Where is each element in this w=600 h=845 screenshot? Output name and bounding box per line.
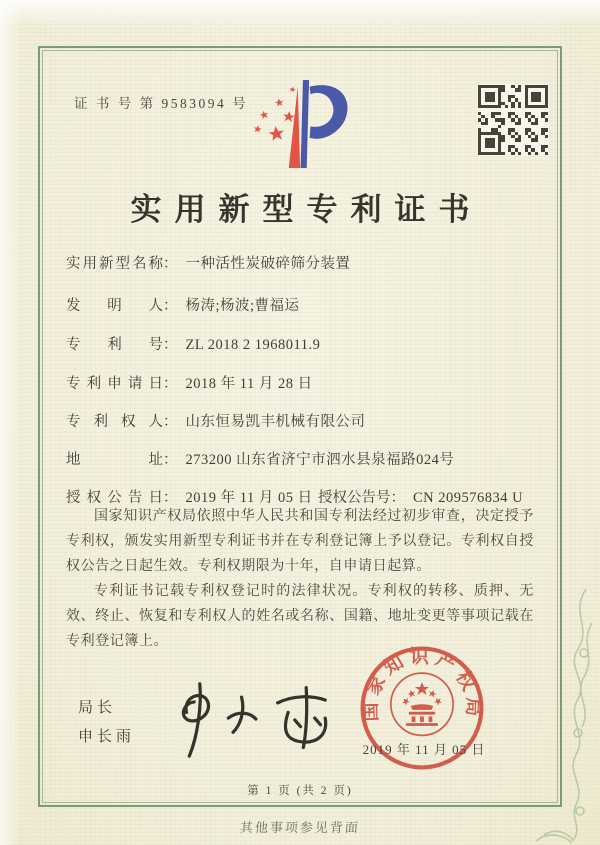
field-patent-number <box>66 333 536 354</box>
seal-date: 2019 年 11 月 05 日 <box>362 742 486 757</box>
field-colon: ： <box>390 490 405 506</box>
certificate-number: 证 书 号 第 9583094 号 <box>74 96 249 111</box>
cnipa-logo-icon <box>250 72 354 176</box>
grant-date-label: 授权公告日 <box>66 490 163 506</box>
grant-number-value: CN 209576834 U <box>413 490 524 506</box>
national-emblem-icon <box>391 673 453 735</box>
field-label: 专利申请日 <box>66 376 163 392</box>
grant-date-value: 2019 年 11 月 05 日 <box>185 490 313 506</box>
corner-ornament-icon <box>534 583 598 843</box>
field-value: 2018 年 11 月 28 日 <box>185 376 313 392</box>
certificate-title: 实用新型专利证书 <box>130 192 483 227</box>
field-colon: ： <box>163 298 178 314</box>
field-inventors <box>66 294 536 315</box>
field-label: 发明人 <box>66 298 163 314</box>
scan-edge-highlight <box>0 0 600 28</box>
field-value: 山东恒易凯丰机械有限公司 <box>185 414 366 430</box>
certificate-body <box>66 504 534 654</box>
field-value: ZL 2018 2 1968011.9 <box>185 337 321 353</box>
field-utility-model-name <box>66 252 536 273</box>
field-label: 地址 <box>66 452 163 468</box>
field-label: 专利权人 <box>66 414 163 430</box>
grant-number-label: 授权公告号 <box>318 490 391 506</box>
signer-block <box>78 694 135 752</box>
page-number: 第 1 页 (共 2 页) <box>247 785 353 797</box>
field-colon: ： <box>163 337 178 353</box>
field-colon: ： <box>163 376 178 392</box>
signer-name: 申长雨 <box>78 729 136 745</box>
seal-text: 国家知识产权局 <box>360 646 484 722</box>
body-paragraph-1: 国家知识产权局依照中华人民共和国专利法经过初步审查，决定授予专利权，颁发实用新型专利证书并在专利登记簿上予以登记。专利权自授权公告之日起生效。专利权期限为十年，自申请日起算。 <box>66 509 534 574</box>
field-label: 专利号 <box>66 337 163 353</box>
body-paragraph-2: 专利证书记载专利权登记时的法律状况。专利权的转移、质押、无效、终止、恢复和专利权人的姓名或名称、国籍、地址变更等事项记载在专利登记簿上。 <box>66 584 534 649</box>
field-colon: ： <box>163 452 178 468</box>
back-side-note: 其他事项参见背面 <box>239 820 361 835</box>
field-application-date <box>66 372 536 393</box>
scan-edge-highlight-left <box>0 0 22 845</box>
qr-code <box>477 84 549 156</box>
field-colon: ： <box>163 256 178 272</box>
field-address <box>66 448 536 469</box>
signer-title: 局长 <box>78 700 117 716</box>
field-colon: ： <box>163 414 178 430</box>
field-value: 273200 山东省济宁市泗水县泉福路024号 <box>185 452 455 468</box>
field-label: 实用新型名称 <box>66 256 163 272</box>
field-colon: ： <box>163 490 178 506</box>
field-value: 杨涛;杨波;曹福运 <box>185 298 300 314</box>
director-signature-icon <box>158 672 348 767</box>
field-patentee <box>66 410 536 431</box>
field-value: 一种活性炭破碎筛分装置 <box>185 256 351 272</box>
